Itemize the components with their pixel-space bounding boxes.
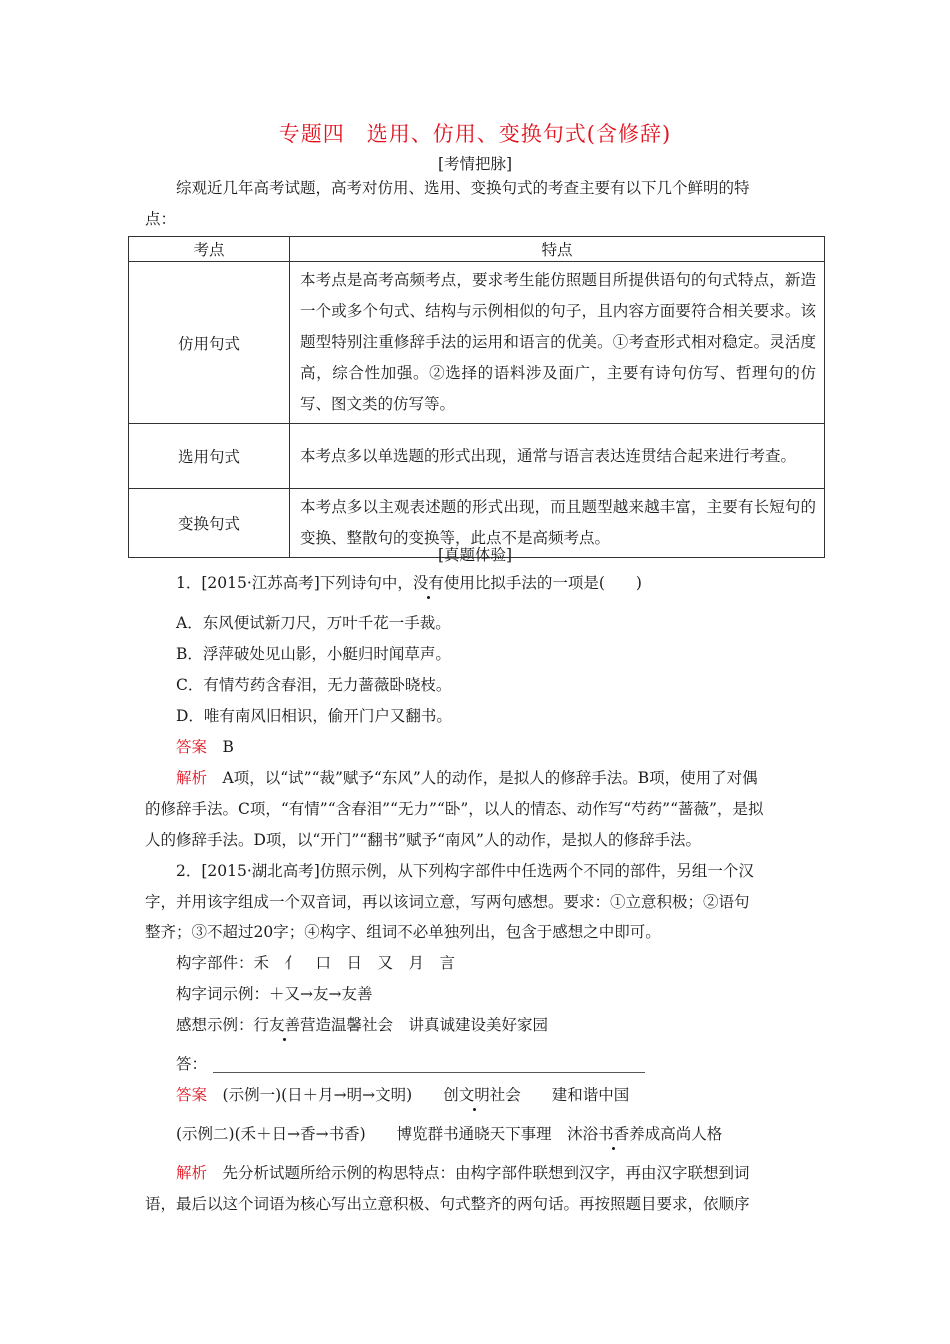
analysis-label: 解析	[176, 1164, 208, 1182]
header-point: 考点	[129, 237, 290, 262]
row-point: 选用句式	[129, 424, 290, 489]
page-title: 专题四 选用、仿用、变换句式(含修辞)	[278, 122, 672, 146]
example-thought-emphasis: 友善	[269, 1016, 301, 1034]
q1-option-d: D．唯有南风旧相识，偷开门户又翻书。	[176, 707, 452, 725]
q1-option-c: C．有情芍药含春泪，无力蔷薇卧晓枝。	[176, 676, 452, 694]
q2-answer-prompt: 答：	[176, 1055, 208, 1073]
row-feature: 本考点多以单选题的形式出现，通常与语言表达连贯结合起来进行考查。	[290, 424, 825, 489]
q2-example-thought	[176, 1015, 548, 1035]
answer-text: 养成高尚人格	[629, 1125, 723, 1143]
q1-stem-text: 使用比拟手法的一项是( )	[443, 574, 642, 592]
q2-parts: 构字部件：禾 亻 口 日 又 月 言	[176, 954, 456, 972]
table-row	[129, 424, 825, 489]
table-header-row	[129, 237, 825, 262]
example-thought-text: 营造温馨社会 讲真诚建设美好家园	[300, 1016, 549, 1034]
answer-label: 答案	[176, 738, 208, 756]
exam-points-table	[128, 236, 825, 558]
section-tag-exam-trends: [考情把脉]	[437, 155, 513, 173]
q2-example-words: 构字词示例：＋又→友→友善	[176, 985, 373, 1003]
row-point: 变换句式	[129, 489, 290, 558]
q2-stem-line-3: 整齐；③不超过20字；④构字、组词不必单独列出，包含于感想之中即可。	[145, 923, 661, 941]
answer-text: (示例一)(日＋月→明→文明) 创	[222, 1086, 459, 1104]
example-thought-text: 感想示例：行	[176, 1016, 270, 1034]
q2-stem-line-1: 2．[2015·湖北高考]仿照示例，从下列构字部件中任选两个不同的部件，另组一个汉	[176, 862, 754, 880]
q1-analysis-line-1	[176, 768, 758, 788]
answer-emphasis: 文明	[458, 1086, 490, 1104]
row-point: 仿用句式	[129, 262, 290, 424]
q1-analysis-line-2: 的修辞手法。C项，“有情”“含春泪”“无力”“卧”，以人的情态、动作写“芍药”“蔷薇”，是拟	[145, 800, 764, 818]
row-feature: 本考点是高考高频考点，要求考生能仿照题目所提供语句的句式特点，新造一个或多个句式、结构与示例相似的句子，且内容方面要符合相关要求。该题型特别注重修辞手法的运用和语言的优美。①考查形式相对稳定。灵活度高，综合性加强。②选择的语料涉及面广，主要有诗句仿写、哲理句的仿写、图文类的仿写等。	[290, 262, 825, 424]
q2-analysis-line-2: 语，最后以这个词语为核心写出立意积极、句式整齐的两句话。再按照题目要求，依顺序	[145, 1195, 750, 1213]
header-feature: 特点	[290, 237, 825, 262]
q1-answer	[176, 737, 234, 757]
analysis-text: A项，以“试”“裁”赋予“东风”人的动作，是拟人的修辞手法。B项，使用了对偶	[222, 769, 758, 787]
answer-blank-line	[213, 1072, 645, 1073]
q1-stem-text: 1．[2015·江苏高考]下列诗句中，	[176, 574, 413, 592]
q1-option-b: B．浮萍破处见山影，小艇归时闻草声。	[176, 645, 451, 663]
answer-value: B	[222, 738, 234, 756]
answer-label: 答案	[176, 1086, 208, 1104]
answer-emphasis: 书香	[598, 1125, 630, 1143]
q1-option-a: A．东风便试新刀尺，万叶千花一手裁。	[176, 614, 451, 632]
answer-text: 社会 建和谐中国	[489, 1086, 630, 1104]
analysis-text: 先分析试题所给示例的构思特点：由构字部件联想到汉字，再由汉字联想到词	[222, 1164, 750, 1182]
answer-text: (示例二)(禾＋日→香→书香) 博览群书通晓天下事理 沐浴	[176, 1125, 599, 1143]
q2-analysis-line-1	[176, 1163, 750, 1183]
q2-answer-line-1	[176, 1085, 629, 1105]
q2-answer-line-2	[176, 1124, 722, 1144]
section-tag-real-questions: [真题体验]	[437, 546, 513, 564]
intro-line-2: 点：	[145, 210, 177, 228]
q1-stem	[176, 573, 642, 593]
q2-stem-line-2: 字，并用该字组成一个双音词，再以该词立意，写两句感想。要求：①立意积极；②语句	[145, 893, 750, 911]
analysis-label: 解析	[176, 769, 208, 787]
row-feature: 本考点多以主观表述题的形式出现，而且题型越来越丰富，主要有长短句的变换、整散句的变换等，此点不是高频考点。	[290, 489, 825, 558]
table-row	[129, 262, 825, 424]
q1-emphasis: 没有	[412, 574, 444, 592]
q1-analysis-line-3: 人的修辞手法。D项，以“开门”“翻书”赋予“南风”人的动作，是拟人的修辞手法。	[145, 831, 701, 849]
intro-line-1: 综观近几年高考试题，高考对仿用、选用、变换句式的考查主要有以下几个鲜明的特	[176, 179, 750, 197]
